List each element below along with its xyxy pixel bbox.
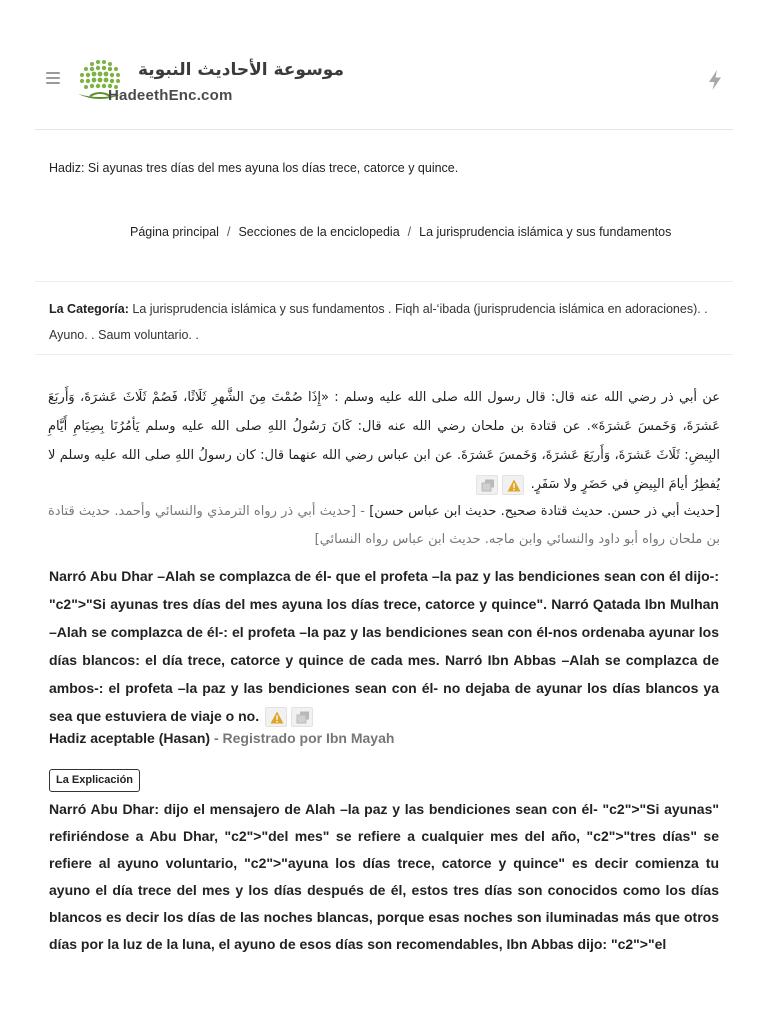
spanish-translation: [49, 562, 719, 730]
section-divider: [35, 281, 733, 282]
bolt-icon[interactable]: [706, 69, 724, 91]
arabic-source-dash: -: [356, 504, 370, 519]
section-divider: [35, 354, 733, 355]
explanation-label: La Explicación: [49, 769, 140, 792]
grade-label: Hadiz aceptable (Hasan): [49, 730, 211, 746]
hamburger-icon[interactable]: [46, 72, 60, 84]
logo-arabic-text: موسوعة الأحاديث النبوية: [138, 60, 344, 80]
site-header: [0, 0, 768, 130]
arabic-source-narrators: [حديث أبي ذر رواه الترمذي والنسائي وأحمد. حديث قتادة بن ملحان رواه أبو داود والنسائي وابن ماجه. حديث ابن عباس رواه النسائي]: [48, 504, 720, 547]
breadcrumb: [130, 225, 671, 239]
category-value: La jurisprudencia islámica y sus fundamentos . Fiqh al-‘ibada (jurisprudencia islámica en adoraciones). . Ayuno. . Saum voluntario. .: [49, 302, 708, 342]
category-line: [49, 296, 729, 348]
report-button[interactable]: [265, 707, 287, 727]
hadith-title: Hadiz: Si ayunas tres días del mes ayuna los días trece, catorce y quince.: [49, 161, 459, 175]
copy-icon: [296, 711, 310, 724]
arabic-hadith-body: عن أبي ذر رضي الله عنه قال: قال رسول الله صلى الله عليه وسلم : «إِذَا صُمْتَ مِنَ الشَّهرِ ثَلَاثًا، فَصُمْ ثَلَاثَ عَشرَةَ، وَأَربَعَ عَشرَةَ، وَخَمسَ عَشرَةَ». عن قتادة بن ملحان رضي الله عنه قال: كَانَ رَسُولُ اللهِ صلى الله عليه وسلم يَأمُرُنَا بِصِيَامِ أَيَّامِ البِيضِ: ثَلَاثَ عَشرَةَ، وَأَربَعَ عَشرَةَ، وَخَمسَ عَشرَةَ. عن ابن عباس رضي الله عنهما قال: كان رسولُ اللهِ صلى الله عليه وسلم لا يُفطِرُ أيامَ البِيضِ في حَضَرٍ ولا سَفَرٍ.: [48, 390, 720, 492]
report-button[interactable]: [502, 475, 524, 495]
arabic-source-text: [48, 498, 720, 554]
breadcrumb-separator: /: [407, 225, 412, 239]
breadcrumb-sections[interactable]: Secciones de la enciclopedia: [238, 225, 400, 239]
hadith-grade: [49, 730, 394, 746]
breadcrumb-separator: /: [226, 225, 231, 239]
logo-latin-text: HadeethEnc.com: [108, 87, 233, 104]
arabic-hadith-text: [48, 383, 720, 499]
warning-icon: [270, 711, 284, 724]
header-divider: [35, 129, 733, 130]
explanation-text: Narró Abu Dhar: dijo el mensajero de Alah –la paz y las bendiciones sean con él- "c2">"Si ayunas" refiriéndose a Abu Dhar, "c2">"del mes" se refiere a cualquier mes del año, "c2">"tres días" se refiere al ayuno voluntario, "c2">"ayuna los días trece, catorce y quince" es decir comienza tu ayuno el día trece del mes y los días después de él, estos tres días son conocidos como los días blancos es decir los días de las noches blancas, porque esas noches son iluminadas más que otros días por la luz de la luna, el ayuno de esos días son recomendables, Ibn Abbas dijo: "c2">"el: [49, 801, 719, 952]
copy-button[interactable]: [476, 475, 498, 495]
warning-icon: [507, 479, 521, 492]
breadcrumb-home[interactable]: Página principal: [130, 225, 219, 239]
category-label: La Categoría:: [49, 302, 129, 316]
grade-source: - Registrado por Ibn Mayah: [210, 730, 395, 746]
translation-body: Narró Abu Dhar –Alah se complazca de él- que el profeta –la paz y las bendiciones sean con él dijo-: "c2">"Si ayunas tres días del mes ayuna los días trece, catorce y quince". Narró Qatada Ibn Mulhan –Alah se complazca de él-: el profeta –la paz y las bendiciones sean con él-nos ordenaba ayunar los días blancos: el día trece, catorce y quince de cada mes. Narró Ibn Abbas –Alah se complazca de ambos-: el profeta –la paz y las bendiciones sean con él- no dejaba de ayunar los días blancos ya sea que estuviera de viaje o no.: [49, 568, 719, 724]
arabic-source-grading: [حديث أبي ذر حسن. حديث قتادة صحيح. حديث ابن عباس حسن]: [369, 504, 720, 519]
copy-button[interactable]: [291, 707, 313, 727]
breadcrumb-jurisprudence[interactable]: La jurisprudencia islámica y sus fundamentos: [419, 225, 672, 239]
copy-icon: [481, 479, 495, 492]
